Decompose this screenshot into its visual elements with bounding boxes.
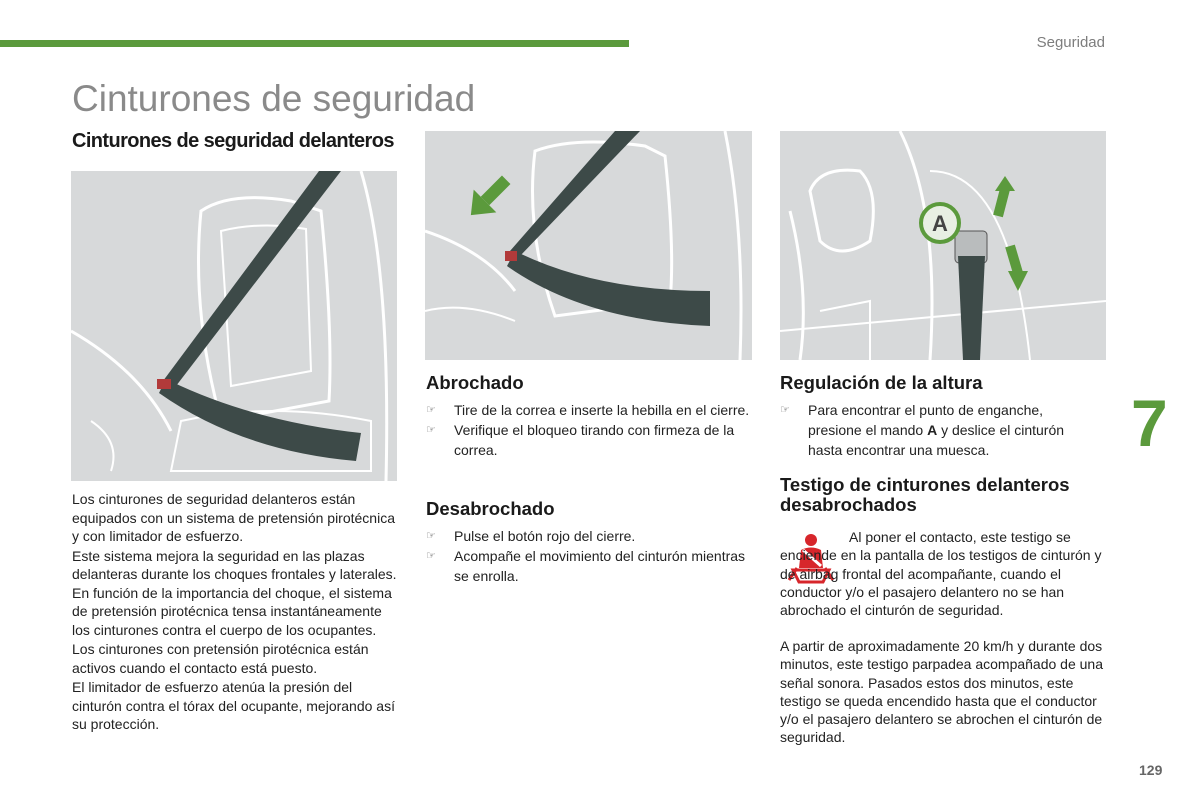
paragraph: El limitador de esfuerzo atenúa la presión del cinturón contra el tórax del ocupante, mejorando así su protección. [72, 679, 395, 732]
fasten-heading: Abrochado [426, 372, 524, 393]
list-item: ☞ Pulse el botón rojo del cierre. [426, 528, 636, 544]
chapter-number: 7 [1131, 386, 1168, 460]
list-item: ☞ Tire de la correa e inserte la hebilla en el cierre. [426, 402, 750, 418]
pointing-hand-icon: ☞ [426, 530, 436, 542]
fastening-illustration [425, 131, 752, 360]
height-adjustment-illustration [780, 131, 1106, 360]
list-item: ☞ Verifique el bloqueo tirando con firmeza de la correa. [426, 422, 735, 458]
pointing-hand-icon: ☞ [426, 404, 436, 416]
seat-belt-illustration [71, 171, 397, 481]
list-item: ☞ Acompañe el movimiento del cinturón mientras se enrolla. [426, 548, 746, 584]
warning-text-2: A partir de aproximadamente 20 km/h y durante dos minutos, este testigo parpadea acompañado de una señal sonora. Pasados estos dos minutos, este testigo se queda encendido hasta que el conductor y/o el pasajero delantero se abrochen el cinturón de seguridad. [780, 638, 1104, 746]
fasten-steps [426, 400, 752, 460]
list-item: ☞ Para encontrar el punto de enganche, presione el mando A y deslice el cinturón hasta encontrar una muesca. [780, 402, 1065, 458]
paragraph: Los cinturones de seguridad delanteros están equipados con un sistema de pretensión pirotécnica y con limitador de esfuerzo. [72, 491, 395, 544]
chapter-color-bar [0, 40, 629, 47]
height-steps [780, 400, 1100, 460]
marker-a-label: A [932, 211, 948, 236]
unfasten-steps [426, 526, 752, 586]
intro-text [72, 490, 397, 735]
paragraph: Este sistema mejora la seguridad en las plazas delanteras durante los choques frontales y laterales. En función de la importancia del choque, el sistema de pretensión pirotécnica tensa instantáneamente los cinturones contra el cuerpo de los ocupantes. [72, 547, 397, 638]
page-title: Cinturones de seguridad [72, 78, 476, 119]
warning-text: Al poner el contacto, este testigo se enciende en la pantalla de los testigos de cinturón y de airbag frontal del acompañante, cuando el conductor y/o el pasajero delantero no se han abrochado el cinturón de seguridad. [780, 529, 1102, 619]
section-label: Seguridad [1036, 34, 1105, 51]
paragraph: Los cinturones con pretensión pirotécnica están activos cuando el contacto está puesto. [72, 641, 369, 676]
pointing-hand-icon: ☞ [780, 404, 790, 416]
unfasten-heading: Desabrochado [426, 498, 555, 519]
warning-heading: Testigo de cinturones delanteros desabrochados [780, 474, 1070, 515]
pointing-hand-icon: ☞ [426, 550, 436, 562]
page-number: 129 [1139, 762, 1163, 778]
pointing-hand-icon: ☞ [426, 424, 436, 436]
section-subtitle: Cinturones de seguridad delanteros [72, 130, 394, 152]
height-heading: Regulación de la altura [780, 372, 983, 393]
